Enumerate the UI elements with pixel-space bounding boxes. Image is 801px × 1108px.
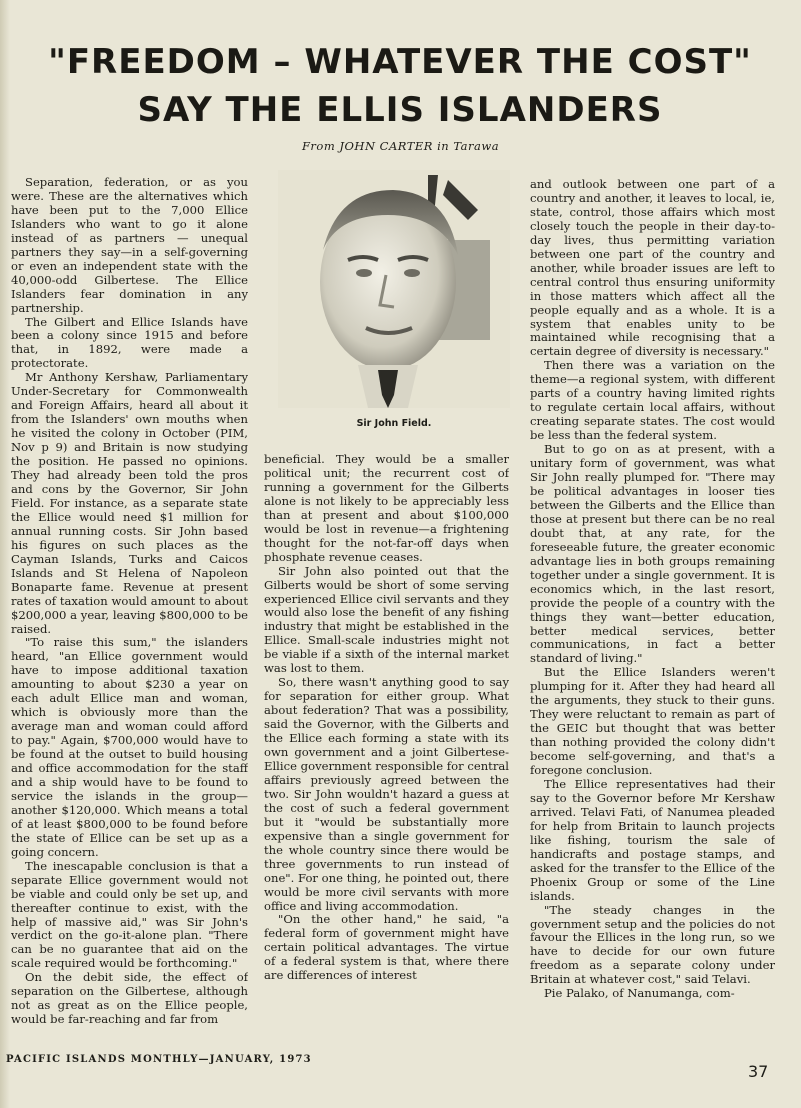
paragraph: Separation, federation, or as you were. These are the alternatives which have been put to the 7,000 Ellice Islanders who want to go it alone instead of as partners — unequal partners they say—in a self-governing or even an independent state with the 40,000-odd Gilbertese. The Ellice Islanders fear domination in any partnership. [11, 176, 248, 315]
byline: From JOHN CARTER in Tarawa [301, 139, 500, 153]
paragraph: "The steady changes in the government setup and the policies do not favour the Ellices in the long run, so we have to decide for our own future freedom as a separate colony under Britain at whatever cost," said Telavi. [530, 902, 775, 987]
article-column-2 [264, 453, 509, 1043]
portrait-photo [278, 170, 510, 408]
headline-line-1: "FREEDOM – WHATEVER THE COST" [48, 42, 752, 82]
paragraph: "To raise this sum," the islanders heard, "an Ellice government would have to impose additional taxation amounting to about $230 a year on each adult Ellice man and woman, which is obviously more than the average man and woman could afford to pay." Again, $700,000 would have to be found at the outset to build housing and office accommodation for the staff and a ship would have to be found to service the islands in the group—another $120,000. Which means a total of at least $800,000 to be found before the state of Ellice can be set up as a going concern. [11, 635, 248, 859]
paragraph: The Ellice representatives had their say to the Governor before Mr Kershaw arrived. Telavi Fati, of Nanumea pleaded for help from Britain to launch projects like fishing, tourism the sale of handicrafts and postage stamps, and asked for the transfer to the Ellice of the Phoenix Group or some of the Line islands. [530, 776, 775, 903]
headline-line-2: SAY THE ELLIS ISLANDERS [137, 90, 663, 130]
paragraph: But the Ellice Islanders weren't plumping for it. After they had heard all the arguments, they stuck to their guns. They were reluctant to remain as part of the GEIC but thought that was better than nothing provided the colony didn't become self-governing, and that's a foregone conclusion. [530, 665, 775, 778]
page-spine-shadow [0, 0, 10, 1108]
publication-footer: PACIFIC ISLANDS MONTHLY—JANUARY, 1973 [6, 1054, 312, 1065]
article-headline [30, 38, 770, 134]
paragraph: On the debit side, the effect of separation on the Gilbertese, although not as great as on the Ellice people, would be far-reaching and far from [11, 970, 248, 1027]
paragraph: The Gilbert and Ellice Islands have been a colony since 1915 and before that, in 1892, were made a protectorate. [11, 314, 248, 371]
paragraph: Mr Anthony Kershaw, Parliamentary Under-Secretary for Commonwealth and Foreign Affairs, heard all about it from the Islanders' own mouths when he visited the colony in October (PIM, Nov p 9) and Britain is now studying the position. He passed no opinions. They had already been told the pros and cons by the Governor, Sir John Field. For instance, as a separate state the Ellice would need $1 million for annual running costs. Sir John based his figures on such places as the Cayman Islands, Turks and Caicos Islands and St Helena of Napoleon Bonaparte fame. Revenue at present rates of taxation would amount to about $200,000 a year, leaving $800,000 to be raised. [11, 370, 248, 636]
article-column-1 [11, 176, 248, 1036]
paragraph: and outlook between one part of a country and another, it leaves to local, ie, state, control, those affairs which most closely touch the people in their day-to-day lives, thus permitting variation between one part of the country and another, while broader issues are left to central control thus ensuring uniformity in those matters which affect all the people equally and as a whole. It is a system that enables unity to be maintained while recognising that a certain degree of diversity is necessary." [530, 178, 775, 359]
portrait-photo-drawing [278, 170, 510, 408]
paragraph: Then there was a variation on the theme—a regional system, with different parts of a country having limited rights to regulate certain local affairs, without creating separate states. The cost would be less than the federal system. [530, 358, 775, 443]
paragraph: But to go on as at present, with a unitary form of government, was what Sir John really plumped for. "There may be political advantages in looser ties between the Gilberts and the Ellice than those at present but there can be no real doubt that, at any rate, for the foreseeable future, the greater economic advantage lies in both groups remaining together under a single government. It is economics which, in the last resort, provide the people of a country with the things they want—better education, better medical services, better communications, in fact a better standard of living." [530, 442, 775, 666]
paragraph: So, there wasn't anything good to say for separation for either group. What about federation? That was a possibility, said the Governor, with the Gilberts and the Ellice each forming a state with its own government and a joint Gilbertese-Ellice government responsible for central affairs previously agreed between the two. Sir John wouldn't hazard a guess at the cost of such a federal government but it "would be substantially more expensive than a single government for the whole country since there would be three governments to run instead of one". For one thing, he pointed out, there would be more civil servants with more office and living accommodation. [264, 675, 509, 913]
photo-caption: Sir John Field. [356, 418, 432, 429]
paragraph: Sir John also pointed out that the Gilberts would be short of some serving experienced Ellice civil servants and they would also lose the benefit of any fishing industry that might be established in the Ellice. Small-scale industries might not be viable if a sixth of the internal market was lost to them. [264, 563, 509, 676]
article-column-3 [530, 178, 775, 1048]
paragraph: The inescapable conclusion is that a separate Ellice government would not be viable and could only be set up, and thereafter continue to exist, with the help of massive aid," was Sir John's verdict on the go-it-alone plan. "There can be no guarantee that aid on the scale required would be forthcoming." [11, 858, 248, 971]
paragraph: beneficial. They would be a smaller political unit; the recurrent cost of running a government for the Gilberts alone is not likely to be appreciably less than at present and about $100,000 would be lost in revenue—a frightening thought for the not-far-off days when phosphate revenue ceases. [264, 453, 509, 564]
paragraph: "On the other hand," he said, "a federal form of government might have certain political advantages. The virtue of a federal system is that, where there are differences of interest [264, 912, 509, 983]
page-number: 37 [748, 1062, 769, 1081]
paragraph: Pie Palako, of Nanumanga, com- [544, 986, 735, 1001]
